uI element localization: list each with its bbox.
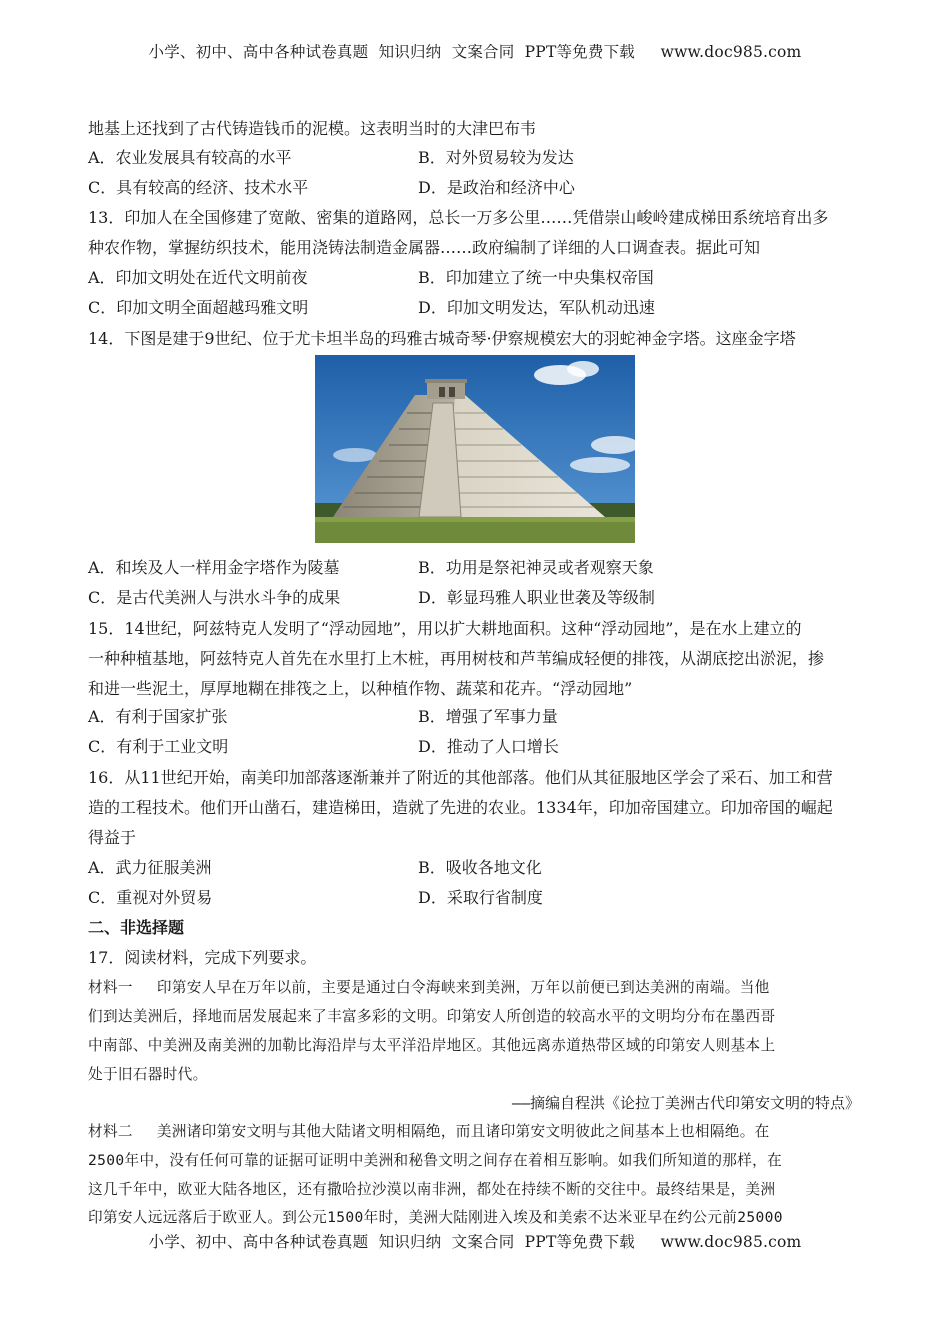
q16-option-c: C．重视对外贸易 (88, 888, 213, 907)
q12-option-a: A．农业发展具有较高的水平 (88, 148, 292, 167)
q13-option-d: D．印加文明发达，军队机动迅速 (418, 298, 655, 317)
q17-material2-line3: 这几千年中，欧亚大陆各地区，还有撒哈拉沙漠以南非洲，都处在持续不断的交往中。最终结果是，美洲 (88, 1181, 776, 1198)
q16-option-d: D．采取行省制度 (418, 888, 543, 907)
q17-material2-line1: 材料二 美洲诸印第安文明与其他大陆诸文明相隔绝，而且诸印第安文明彼此之间基本上也相隔绝。在 (88, 1123, 770, 1140)
q17-material1-line2: 们到达美洲后，择地而居发展起来了丰富多彩的文明。印第安人所创造的较高水平的文明均分布在墨西哥 (88, 1008, 776, 1025)
pyramid-photo (315, 355, 635, 543)
section-title: 二、非选择题 (88, 918, 185, 937)
page-footer: 小学、初中、高中各种试卷真题 知识归纳 文案合同 PPT等免费下载 www.doc985.com (148, 1233, 802, 1251)
q13-option-a: A．印加文明处在近代文明前夜 (88, 268, 308, 287)
q14-option-c: C．是古代美洲人与洪水斗争的成果 (88, 588, 341, 607)
q15-stem-line1: 15．14世纪，阿兹特克人发明了“浮动园地”，用以扩大耕地面积。这种“浮动园地”，是在水上建立的 (88, 619, 802, 638)
q13-stem-line2: 种农作物，掌握纺织技术，能用浇铸法制造金属器……政府编制了详细的人口调查表。据此可知 (88, 238, 761, 257)
q14-stem-line1: 14．下图是建于9世纪、位于尤卡坦半岛的玛雅古城奇琴·伊察规模宏大的羽蛇神金字塔。这座金字塔 (88, 329, 796, 348)
q14-option-b: B．功用是祭祀神灵或者观察天象 (418, 558, 654, 577)
q17-material2-line4: 印第安人远远落后于欧亚人。到公元1500年时，美洲大陆刚进入埃及和美索不达米亚早在约公元前25000 (88, 1209, 783, 1226)
q12-option-c: C．具有较高的经济、技术水平 (88, 178, 309, 197)
q13-option-c: C．印加文明全面超越玛雅文明 (88, 298, 309, 317)
q12-option-b: B．对外贸易较为发达 (418, 148, 574, 167)
q17-material2-line2: 2500年中，没有任何可靠的证据可证明中美洲和秘鲁文明之间存在着相互影响。如我们所知道的那样，在 (88, 1152, 783, 1169)
q13-option-b: B．印加建立了统一中央集权帝国 (418, 268, 654, 287)
q15-option-d: D．推动了人口增长 (418, 737, 559, 756)
q17-material1-source: ——摘编自程洪《论拉丁美洲古代印第安文明的特点》 (511, 1094, 860, 1112)
q15-stem-line2: 一种种植基地，阿兹特克人首先在水里打上木桩，再用树枝和芦苇编成轻便的排筏，从湖底挖出淤泥，掺 (88, 649, 825, 668)
q16-option-b: B．吸收各地文化 (418, 858, 542, 877)
q15-option-a: A．有利于国家扩张 (88, 707, 228, 726)
q12-option-d: D．是政治和经济中心 (418, 178, 575, 197)
q16-stem-line3: 得益于 (88, 828, 137, 847)
q16-stem-line2: 造的工程技术。他们开山凿石，建造梯田，造就了先进的农业。1334年，印加帝国建立。印加帝国的崛起 (88, 798, 833, 817)
q17-prompt: 17．阅读材料，完成下列要求。 (88, 948, 317, 967)
q15-stem-line3: 和进一些泥土，厚厚地糊在排筏之上，以种植作物、蔬菜和花卉。“浮动园地” (88, 679, 633, 698)
q17-material1-line4: 处于旧石器时代。 (88, 1066, 208, 1083)
q15-option-c: C．有利于工业文明 (88, 737, 229, 756)
q14-option-a: A．和埃及人一样用金字塔作为陵墓 (88, 558, 340, 577)
page-header: 小学、初中、高中各种试卷真题 知识归纳 文案合同 PPT等免费下载 www.doc985.com (148, 43, 802, 61)
q16-option-a: A．武力征服美洲 (88, 858, 212, 877)
q16-stem-line1: 16．从11世纪开始，南美印加部落逐渐兼并了附近的其他部落。他们从其征服地区学会了采石、加工和营 (88, 768, 833, 787)
q13-stem-line1: 13．印加人在全国修建了宽敞、密集的道路网，总长一万多公里……凭借崇山峻岭建成梯田系统培育出多 (88, 208, 829, 227)
q17-material1-line3: 中南部、中美洲及南美洲的加勒比海沿岸与太平洋沿岸地区。其他远离赤道热带区域的印第安人则基本上 (88, 1037, 776, 1054)
q15-option-b: B．增强了军事力量 (418, 707, 558, 726)
q17-material1-line1: 材料一 印第安人早在万年以前，主要是通过白令海峡来到美洲，万年以前便已到达美洲的南端。当他 (88, 979, 770, 996)
q12-stem-tail: 地基上还找到了古代铸造钱币的泥模。这表明当时的大津巴布韦 (88, 119, 537, 138)
q14-option-d: D．彰显玛雅人职业世袭及等级制 (418, 588, 655, 607)
